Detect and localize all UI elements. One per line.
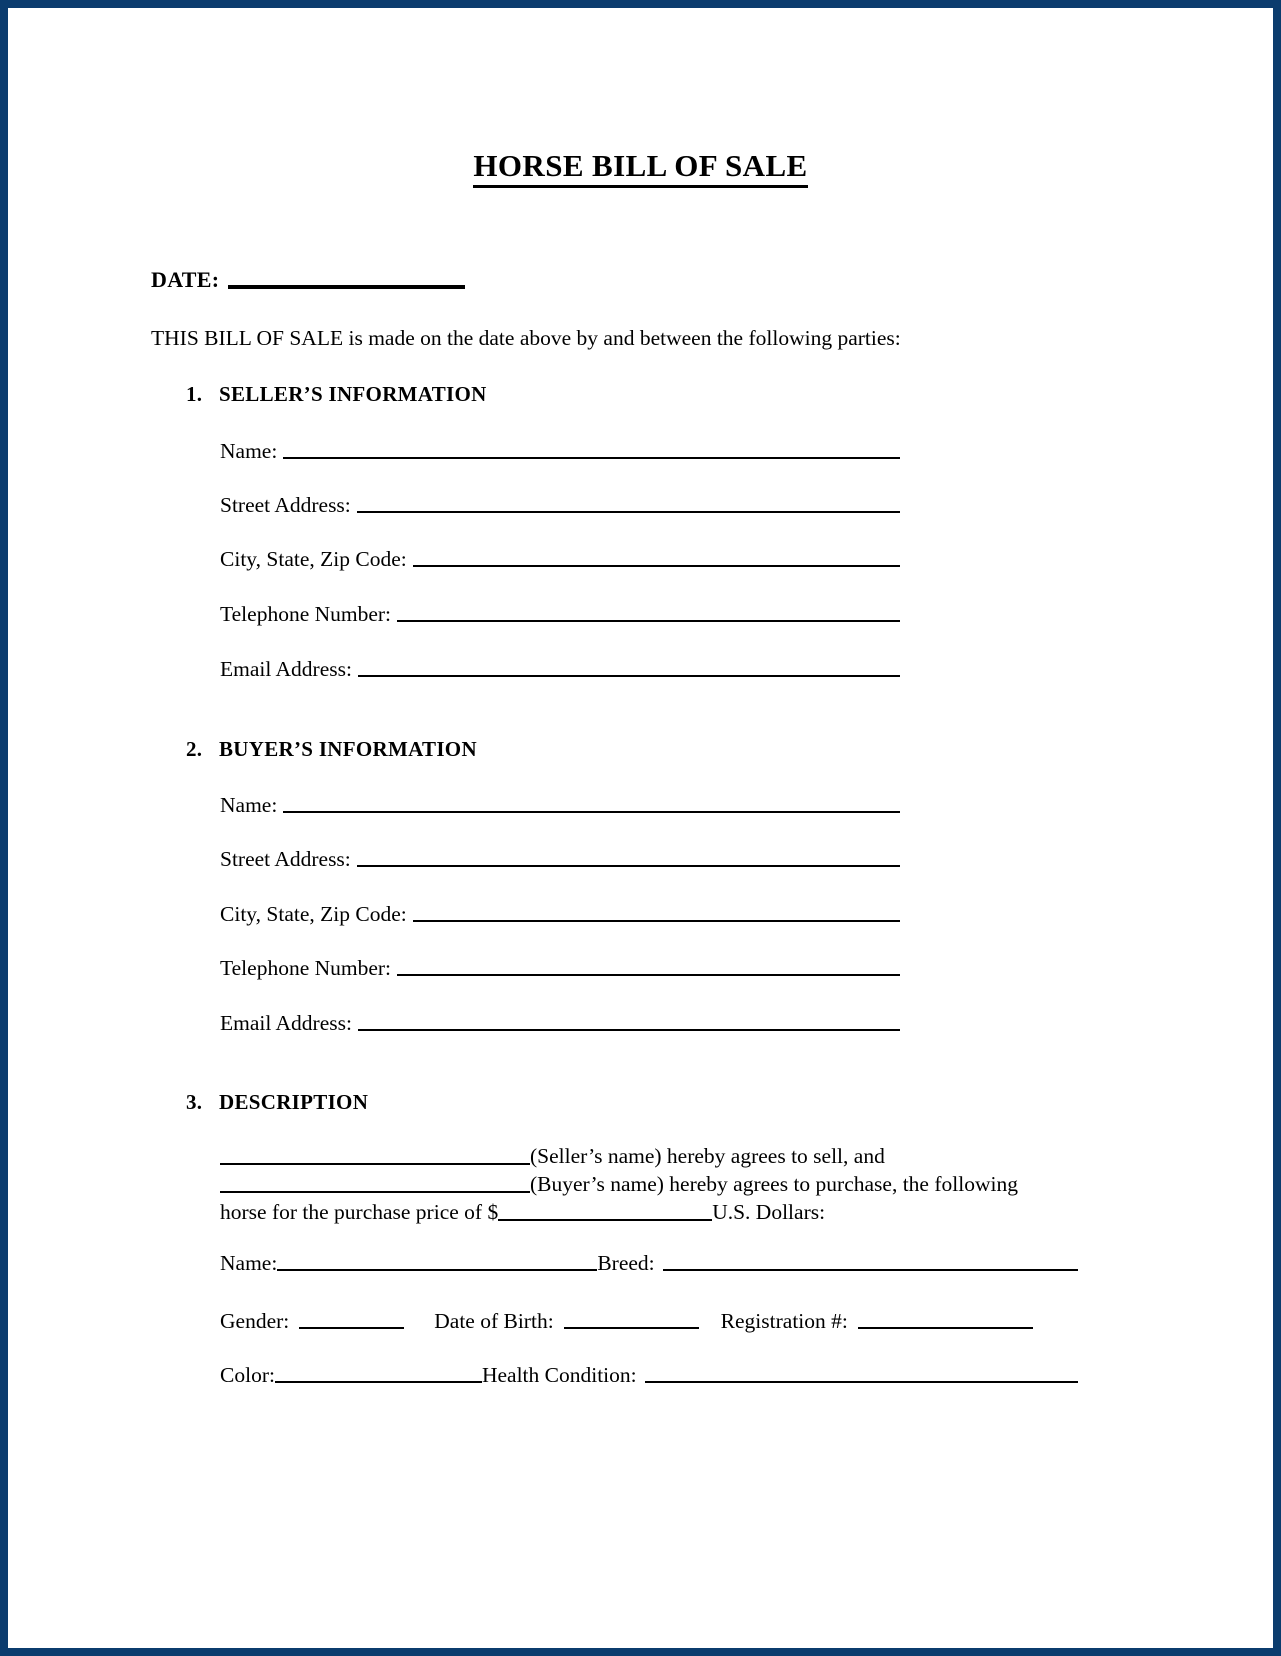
buyer-city-state-zip-input[interactable] bbox=[413, 920, 900, 922]
seller-field-email bbox=[220, 654, 900, 680]
horse-health-condition-label: Health Condition: bbox=[481, 1362, 637, 1387]
horse-gender-dob-registration-row bbox=[220, 1306, 1078, 1332]
seller-email-input[interactable] bbox=[358, 675, 900, 677]
seller-field-city-state-zip bbox=[220, 544, 900, 570]
buyer-field-name bbox=[220, 790, 900, 816]
date-label: DATE: bbox=[151, 267, 220, 292]
description-paragraph bbox=[220, 1142, 1078, 1226]
horse-color-input[interactable] bbox=[275, 1381, 482, 1383]
seller-street-address-label: Street Address: bbox=[220, 492, 351, 517]
date-input-blank[interactable] bbox=[228, 285, 465, 289]
horse-date-of-birth-input[interactable] bbox=[564, 1327, 699, 1329]
horse-registration-label: Registration #: bbox=[720, 1308, 848, 1333]
horse-gender-label: Gender: bbox=[220, 1308, 290, 1333]
section-number: 2. bbox=[186, 737, 203, 761]
seller-field-telephone bbox=[220, 599, 900, 625]
section-heading-description bbox=[186, 1090, 368, 1115]
buyer-street-address-input[interactable] bbox=[357, 865, 900, 867]
date-row bbox=[151, 267, 465, 293]
horse-breed-label: Breed: bbox=[597, 1250, 655, 1275]
seller-city-state-zip-label: City, State, Zip Code: bbox=[220, 546, 407, 571]
seller-city-state-zip-input[interactable] bbox=[413, 565, 900, 567]
horse-gender-input[interactable] bbox=[299, 1327, 404, 1329]
horse-name-breed-row bbox=[220, 1248, 1078, 1274]
buyer-email-label: Email Address: bbox=[220, 1010, 352, 1035]
page-title bbox=[8, 148, 1273, 184]
section-title: SELLER’S INFORMATION bbox=[219, 382, 487, 406]
description-price-prefix: horse for the purchase price of $ bbox=[220, 1200, 499, 1224]
horse-health-condition-input[interactable] bbox=[645, 1381, 1078, 1383]
section-title: BUYER’S INFORMATION bbox=[219, 737, 477, 761]
buyer-field-city-state-zip bbox=[220, 899, 900, 925]
description-buyer-text: (Buyer’s name) hereby agrees to purchase, the following bbox=[530, 1172, 1018, 1196]
description-price-suffix: U.S. Dollars: bbox=[712, 1200, 826, 1224]
horse-breed-input[interactable] bbox=[663, 1269, 1078, 1271]
seller-name-label: Name: bbox=[220, 438, 278, 463]
description-buyer-name-input[interactable] bbox=[220, 1191, 530, 1193]
buyer-street-address-label: Street Address: bbox=[220, 846, 351, 871]
buyer-telephone-label: Telephone Number: bbox=[220, 955, 392, 980]
seller-email-label: Email Address: bbox=[220, 656, 352, 681]
section-title: DESCRIPTION bbox=[219, 1090, 369, 1114]
buyer-name-label: Name: bbox=[220, 792, 278, 817]
seller-field-name bbox=[220, 436, 900, 462]
horse-registration-input[interactable] bbox=[858, 1327, 1033, 1329]
buyer-field-telephone bbox=[220, 953, 900, 979]
seller-telephone-input[interactable] bbox=[397, 620, 900, 622]
section-heading-buyers-information bbox=[186, 737, 477, 762]
seller-street-address-input[interactable] bbox=[357, 511, 900, 513]
description-buyer-line bbox=[220, 1170, 1078, 1198]
section-heading-sellers-information bbox=[186, 382, 487, 407]
horse-name-label: Name: bbox=[220, 1250, 278, 1275]
seller-telephone-label: Telephone Number: bbox=[220, 601, 392, 626]
description-price-input[interactable] bbox=[498, 1219, 712, 1221]
seller-field-street-address bbox=[220, 490, 900, 516]
buyer-city-state-zip-label: City, State, Zip Code: bbox=[220, 901, 407, 926]
buyer-telephone-input[interactable] bbox=[397, 974, 900, 976]
page-title-text: HORSE BILL OF SALE bbox=[473, 148, 807, 188]
intro-paragraph: THIS BILL OF SALE is made on the date above by and between the following parties: bbox=[151, 326, 901, 350]
buyer-field-email bbox=[220, 1008, 900, 1034]
section-number: 1. bbox=[186, 382, 203, 406]
buyer-email-input[interactable] bbox=[358, 1029, 900, 1031]
description-seller-text: (Seller’s name) hereby agrees to sell, and bbox=[530, 1144, 885, 1168]
horse-color-health-row bbox=[220, 1360, 1078, 1386]
description-price-line bbox=[220, 1198, 1078, 1226]
seller-name-input[interactable] bbox=[283, 457, 900, 459]
horse-date-of-birth-label: Date of Birth: bbox=[434, 1308, 554, 1333]
description-seller-name-input[interactable] bbox=[220, 1163, 530, 1165]
section-number: 3. bbox=[186, 1090, 203, 1114]
horse-name-input[interactable] bbox=[277, 1269, 597, 1271]
buyer-field-street-address bbox=[220, 844, 900, 870]
page-sheet bbox=[8, 8, 1273, 1648]
horse-color-label: Color: bbox=[220, 1362, 275, 1387]
description-seller-line bbox=[220, 1142, 1078, 1170]
buyer-name-input[interactable] bbox=[283, 811, 900, 813]
